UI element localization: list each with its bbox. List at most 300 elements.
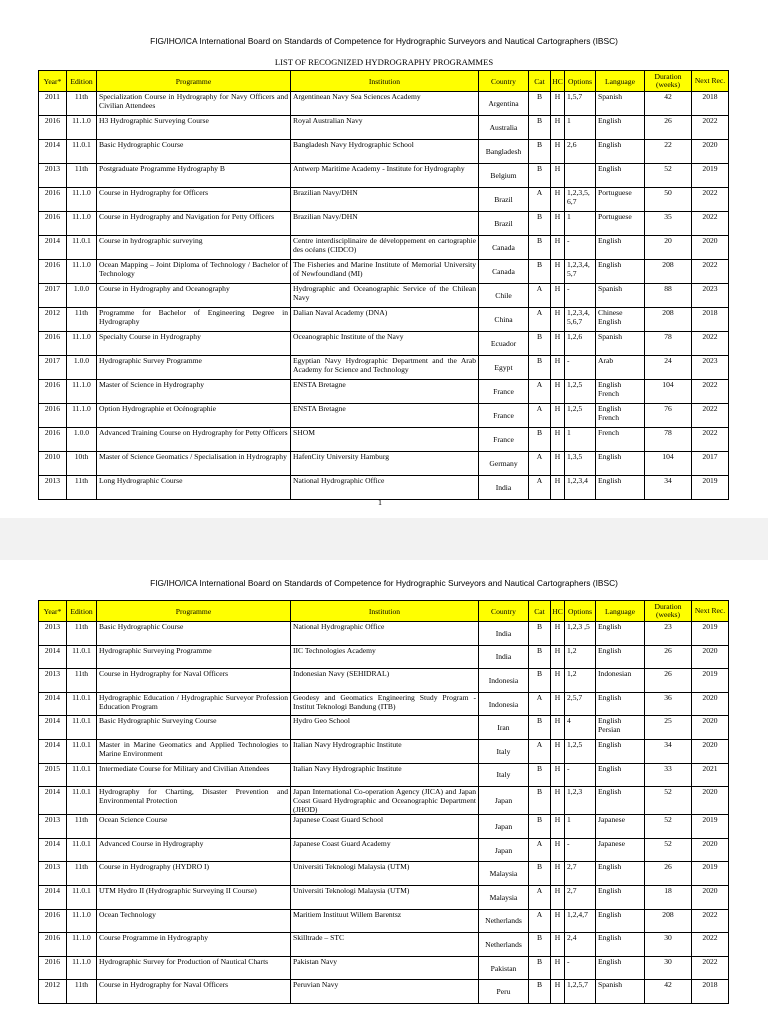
cell-language: English — [596, 956, 645, 980]
cell-country: Brazil — [479, 212, 529, 236]
cell-duration: 33 — [645, 763, 692, 787]
cell-options: 1,2,5 — [565, 380, 596, 404]
cell-hc: H — [551, 980, 565, 1004]
cell-language: Indonesian — [596, 669, 645, 693]
col-year: Year* — [39, 71, 67, 92]
cell-duration: 52 — [645, 787, 692, 815]
cell-options: - — [565, 763, 596, 787]
table-row — [39, 92, 729, 116]
cell-programme: Master of Science in Hydrography — [97, 380, 291, 404]
cell-language: Portuguese — [596, 188, 645, 212]
cell-institution: Dalian Naval Academy (DNA) — [291, 308, 479, 332]
table-row — [39, 622, 729, 646]
cell-hc: H — [551, 380, 565, 404]
cell-duration: 88 — [645, 284, 692, 308]
cell-country: France — [479, 380, 529, 404]
cell-duration: 208 — [645, 308, 692, 332]
cell-edition: 11.1.0 — [67, 404, 97, 428]
cell-language: English — [596, 164, 645, 188]
cell-duration: 208 — [645, 260, 692, 284]
cell-cat: B — [529, 956, 551, 980]
cell-year: 2016 — [39, 909, 67, 933]
cell-country: Italy — [479, 763, 529, 787]
cell-next-rec: 2022 — [692, 956, 729, 980]
cell-language: English Persian — [596, 716, 645, 740]
cell-edition: 11.1.0 — [67, 332, 97, 356]
col-options: Options — [565, 601, 596, 622]
cell-edition: 11.0.1 — [67, 838, 97, 862]
cell-programme: Specialization Course in Hydrography for Navy Officers and Civilian Attendees — [97, 92, 291, 116]
cell-next-rec: 2018 — [692, 308, 729, 332]
cell-programme: Course in Hydrography and Oceanography — [97, 284, 291, 308]
cell-year: 2010 — [39, 452, 67, 476]
cell-programme: Basic Hydrographic Surveying Course — [97, 716, 291, 740]
cell-institution: Egyptian Navy Hydrographic Department and the Arab Academy for Science and Technology — [291, 356, 479, 380]
cell-programme: Hydrographic Surveying Programme — [97, 645, 291, 669]
cell-institution: Italian Navy Hydrographic Institute — [291, 739, 479, 763]
table-row — [39, 956, 729, 980]
cell-next-rec: 2019 — [692, 164, 729, 188]
cell-year: 2014 — [39, 838, 67, 862]
cell-hc: H — [551, 909, 565, 933]
cell-country: Japan — [479, 787, 529, 815]
cell-institution: Centre interdisciplinaire de développement en cartographie des océans (CIDCO) — [291, 236, 479, 260]
cell-options: 1,2,5,7 — [565, 980, 596, 1004]
cell-institution: Peruvian Navy — [291, 980, 479, 1004]
cell-institution: SHOM — [291, 428, 479, 452]
cell-next-rec: 2022 — [692, 909, 729, 933]
cell-institution: Bangladesh Navy Hydrographic School — [291, 140, 479, 164]
table-header-row — [39, 71, 729, 92]
cell-duration: 26 — [645, 669, 692, 693]
cell-programme: Programme for Bachelor of Engineering Degree in Hydrography — [97, 308, 291, 332]
cell-edition: 11.0.1 — [67, 787, 97, 815]
cell-edition: 11.1.0 — [67, 909, 97, 933]
cell-country: Malaysia — [479, 885, 529, 909]
cell-year: 2012 — [39, 308, 67, 332]
cell-edition: 11th — [67, 815, 97, 839]
cell-hc: H — [551, 838, 565, 862]
table-row — [39, 787, 729, 815]
cell-options: 1,2,4,7 — [565, 909, 596, 933]
cell-country: Bangladesh — [479, 140, 529, 164]
cell-cat: B — [529, 622, 551, 646]
cell-programme: Ocean Mapping – Joint Diploma of Technology / Bachelor of Technology — [97, 260, 291, 284]
cell-institution: Italian Navy Hydrographic Institute — [291, 763, 479, 787]
cell-programme: Hydrographic Survey Programme — [97, 356, 291, 380]
cell-year: 2016 — [39, 116, 67, 140]
cell-next-rec: 2020 — [692, 787, 729, 815]
cell-cat: B — [529, 862, 551, 886]
cell-options: - — [565, 284, 596, 308]
cell-options: 1,2,5 — [565, 739, 596, 763]
cell-edition: 11.0.1 — [67, 885, 97, 909]
cell-hc: H — [551, 763, 565, 787]
cell-cat: B — [529, 645, 551, 669]
table-row — [39, 308, 729, 332]
cell-programme: Basic Hydrographic Course — [97, 140, 291, 164]
col-year: Year* — [39, 601, 67, 622]
cell-duration: 104 — [645, 380, 692, 404]
cell-country: Iran — [479, 716, 529, 740]
table-row — [39, 739, 729, 763]
cell-options: 1,2,3,4, 5,7 — [565, 260, 596, 284]
cell-hc: H — [551, 308, 565, 332]
cell-options: 2,7 — [565, 885, 596, 909]
cell-cat: B — [529, 787, 551, 815]
cell-options: 1 — [565, 428, 596, 452]
cell-next-rec: 2018 — [692, 980, 729, 1004]
cell-duration: 25 — [645, 716, 692, 740]
cell-language: English — [596, 622, 645, 646]
cell-language: English — [596, 140, 645, 164]
cell-hc: H — [551, 622, 565, 646]
cell-year: 2013 — [39, 622, 67, 646]
cell-language: English — [596, 236, 645, 260]
cell-country: Canada — [479, 236, 529, 260]
cell-next-rec: 2019 — [692, 862, 729, 886]
cell-language: English — [596, 116, 645, 140]
cell-language: English French — [596, 404, 645, 428]
cell-institution: Royal Australian Navy — [291, 116, 479, 140]
cell-options: 1,2,3,4 — [565, 476, 596, 500]
cell-cat: A — [529, 476, 551, 500]
cell-year: 2016 — [39, 188, 67, 212]
cell-programme: Master in Marine Geomatics and Applied Technologies to Marine Environment — [97, 739, 291, 763]
cell-edition: 11.1.0 — [67, 933, 97, 957]
cell-year: 2016 — [39, 212, 67, 236]
cell-duration: 52 — [645, 815, 692, 839]
cell-country: Ecuador — [479, 332, 529, 356]
cell-options: 1,2 — [565, 669, 596, 693]
cell-edition: 11.1.0 — [67, 380, 97, 404]
cell-edition: 11th — [67, 622, 97, 646]
table-row — [39, 236, 729, 260]
cell-hc: H — [551, 428, 565, 452]
cell-programme: Basic Hydrographic Course — [97, 622, 291, 646]
cell-edition: 11th — [67, 669, 97, 693]
table-row — [39, 164, 729, 188]
cell-hc: H — [551, 476, 565, 500]
cell-duration: 34 — [645, 476, 692, 500]
cell-language: English — [596, 260, 645, 284]
table-row — [39, 815, 729, 839]
col-country: Country — [479, 601, 529, 622]
cell-programme: Intermediate Course for Military and Civilian Attendees — [97, 763, 291, 787]
cell-options: 2,6 — [565, 140, 596, 164]
cell-country: India — [479, 476, 529, 500]
cell-cat: B — [529, 236, 551, 260]
cell-edition: 11.1.0 — [67, 188, 97, 212]
cell-year: 2016 — [39, 332, 67, 356]
cell-hc: H — [551, 284, 565, 308]
table-row — [39, 933, 729, 957]
cell-year: 2016 — [39, 956, 67, 980]
cell-edition: 10th — [67, 452, 97, 476]
cell-duration: 30 — [645, 956, 692, 980]
cell-programme: Specialty Course in Hydrography — [97, 332, 291, 356]
col-edition: Edition — [67, 71, 97, 92]
page-2 — [0, 560, 768, 1024]
cell-institution: Japan International Co-operation Agency (JICA) and Japan Coast Guard Hydrographic and Oceanographic Department (JHOD) — [291, 787, 479, 815]
cell-cat: B — [529, 428, 551, 452]
cell-hc: H — [551, 862, 565, 886]
cell-programme: Long Hydrographic Course — [97, 476, 291, 500]
cell-programme: Option Hydrographie et Océnographie — [97, 404, 291, 428]
col-language: Language — [596, 71, 645, 92]
cell-language: Japanese — [596, 815, 645, 839]
cell-programme: Ocean Technology — [97, 909, 291, 933]
cell-hc: H — [551, 956, 565, 980]
cell-programme: Hydrographic Survey for Production of Nautical Charts — [97, 956, 291, 980]
cell-programme: Course in hydrographic surveying — [97, 236, 291, 260]
table-row — [39, 212, 729, 236]
cell-edition: 11.0.1 — [67, 692, 97, 716]
cell-year: 2014 — [39, 236, 67, 260]
cell-cat: A — [529, 692, 551, 716]
cell-hc: H — [551, 140, 565, 164]
programmes-table-page-2 — [38, 600, 729, 1004]
cell-cat: A — [529, 885, 551, 909]
cell-language: Japanese — [596, 838, 645, 862]
cell-year: 2014 — [39, 787, 67, 815]
cell-options: - — [565, 236, 596, 260]
cell-language: English — [596, 739, 645, 763]
cell-options: 1,2,3 — [565, 787, 596, 815]
cell-language: English — [596, 787, 645, 815]
cell-cat: B — [529, 140, 551, 164]
cell-edition: 1.0.0 — [67, 356, 97, 380]
cell-options: 1 — [565, 815, 596, 839]
cell-country: Pakistan — [479, 956, 529, 980]
cell-hc: H — [551, 787, 565, 815]
cell-language: Spanish — [596, 284, 645, 308]
col-next-rec: Next Rec. — [692, 601, 729, 622]
cell-duration: 34 — [645, 739, 692, 763]
cell-year: 2016 — [39, 404, 67, 428]
cell-hc: H — [551, 404, 565, 428]
cell-cat: B — [529, 815, 551, 839]
cell-institution: The Fisheries and Marine Institute of Memorial University of Newfoundland (MI) — [291, 260, 479, 284]
cell-hc: H — [551, 236, 565, 260]
cell-edition: 11.1.0 — [67, 956, 97, 980]
cell-duration: 50 — [645, 188, 692, 212]
cell-programme: Advanced Course in Hydrography — [97, 838, 291, 862]
cell-year: 2014 — [39, 716, 67, 740]
cell-edition: 11.0.1 — [67, 140, 97, 164]
cell-institution: Argentinean Navy Sea Sciences Academy — [291, 92, 479, 116]
cell-country: Egypt — [479, 356, 529, 380]
page-2-header: FIG/IHO/ICA International Board on Standards of Competence for Hydrographic Surveyors and Nautical Cartographers (IBSC) — [150, 578, 618, 588]
cell-edition: 11.0.1 — [67, 645, 97, 669]
cell-year: 2016 — [39, 933, 67, 957]
col-cat: Cat — [529, 71, 551, 92]
cell-options: 1,2,3 ,5 — [565, 622, 596, 646]
cell-edition: 11th — [67, 862, 97, 886]
cell-duration: 52 — [645, 838, 692, 862]
cell-options: 2,4 — [565, 933, 596, 957]
cell-year: 2013 — [39, 862, 67, 886]
cell-programme: Ocean Science Course — [97, 815, 291, 839]
cell-edition: 11.0.1 — [67, 739, 97, 763]
cell-programme: Course in Hydrography (HYDRO I) — [97, 862, 291, 886]
cell-programme: Course Programme in Hydrography — [97, 933, 291, 957]
cell-edition: 1.0.0 — [67, 428, 97, 452]
cell-next-rec: 2023 — [692, 284, 729, 308]
cell-language: Chinese English — [596, 308, 645, 332]
cell-country: Japan — [479, 838, 529, 862]
cell-programme: Advanced Training Course on Hydrography for Petty Officers — [97, 428, 291, 452]
cell-cat: B — [529, 933, 551, 957]
col-cat: Cat — [529, 601, 551, 622]
cell-hc: H — [551, 739, 565, 763]
cell-programme: Course in Hydrography for Naval Officers — [97, 980, 291, 1004]
cell-language: English — [596, 885, 645, 909]
cell-institution: National Hydrographic Office — [291, 476, 479, 500]
cell-cat: B — [529, 763, 551, 787]
cell-options: 1,2,3,5, 6,7 — [565, 188, 596, 212]
cell-institution: Brazilian Navy/DHN — [291, 212, 479, 236]
table-row — [39, 716, 729, 740]
cell-duration: 42 — [645, 980, 692, 1004]
cell-institution: Hydro Geo School — [291, 716, 479, 740]
cell-next-rec: 2020 — [692, 739, 729, 763]
table-row — [39, 669, 729, 693]
cell-options: 1 — [565, 212, 596, 236]
cell-edition: 11th — [67, 164, 97, 188]
cell-cat: A — [529, 284, 551, 308]
table-row — [39, 763, 729, 787]
cell-institution: HafenCity University Hamburg — [291, 452, 479, 476]
table-row — [39, 404, 729, 428]
cell-duration: 208 — [645, 909, 692, 933]
cell-cat: B — [529, 92, 551, 116]
cell-institution: Japanese Coast Guard School — [291, 815, 479, 839]
cell-institution: Universiti Teknologi Malaysia (UTM) — [291, 885, 479, 909]
cell-options: 1 — [565, 116, 596, 140]
col-institution: Institution — [291, 71, 479, 92]
cell-year: 2013 — [39, 164, 67, 188]
cell-cat: A — [529, 308, 551, 332]
col-country: Country — [479, 71, 529, 92]
col-edition: Edition — [67, 601, 97, 622]
cell-cat: A — [529, 739, 551, 763]
cell-hc: H — [551, 692, 565, 716]
page-number: 1 — [378, 498, 382, 507]
cell-institution: ENSTA Bretagne — [291, 404, 479, 428]
cell-language: English — [596, 933, 645, 957]
cell-edition: 11th — [67, 92, 97, 116]
cell-language: English — [596, 452, 645, 476]
cell-edition: 11th — [67, 308, 97, 332]
cell-country: Brazil — [479, 188, 529, 212]
cell-options: 1,3,5 — [565, 452, 596, 476]
cell-next-rec: 2020 — [692, 838, 729, 862]
cell-country: Japan — [479, 815, 529, 839]
cell-programme: Master of Science Geomatics / Specialisation in Hydrography — [97, 452, 291, 476]
table-row — [39, 692, 729, 716]
cell-next-rec: 2022 — [692, 188, 729, 212]
cell-language: English — [596, 645, 645, 669]
cell-country: China — [479, 308, 529, 332]
programmes-table-page-1 — [38, 70, 729, 500]
cell-programme: Hydrography for Charting, Disaster Prevention and Environmental Protection — [97, 787, 291, 815]
cell-cat: B — [529, 980, 551, 1004]
page-gap — [0, 518, 768, 560]
cell-hc: H — [551, 716, 565, 740]
cell-year: 2013 — [39, 815, 67, 839]
cell-country: Belgium — [479, 164, 529, 188]
cell-year: 2011 — [39, 92, 67, 116]
cell-hc: H — [551, 188, 565, 212]
cell-country: France — [479, 428, 529, 452]
cell-language: Spanish — [596, 332, 645, 356]
cell-year: 2016 — [39, 260, 67, 284]
cell-country: Argentina — [479, 92, 529, 116]
cell-institution: Universiti Teknologi Malaysia (UTM) — [291, 862, 479, 886]
cell-language: French — [596, 428, 645, 452]
cell-cat: B — [529, 116, 551, 140]
cell-institution: Geodesy and Geomatics Engineering Study Program - Institut Teknologi Bandung (ITB) — [291, 692, 479, 716]
list-title: LIST OF RECOGNIZED HYDROGRAPHY PROGRAMMES — [274, 57, 494, 67]
cell-cat: A — [529, 188, 551, 212]
cell-next-rec: 2018 — [692, 92, 729, 116]
cell-duration: 78 — [645, 428, 692, 452]
cell-next-rec: 2019 — [692, 669, 729, 693]
cell-year: 2017 — [39, 284, 67, 308]
cell-cat: B — [529, 260, 551, 284]
cell-programme: Hydrographic Education / Hydrographic Surveyor Profession Education Program — [97, 692, 291, 716]
cell-country: India — [479, 645, 529, 669]
table-row — [39, 980, 729, 1004]
cell-next-rec: 2020 — [692, 885, 729, 909]
cell-country: Indonesia — [479, 669, 529, 693]
cell-options: - — [565, 956, 596, 980]
cell-duration: 26 — [645, 645, 692, 669]
cell-institution: ENSTA Bretagne — [291, 380, 479, 404]
cell-hc: H — [551, 332, 565, 356]
cell-duration: 52 — [645, 164, 692, 188]
cell-programme: H3 Hydrographic Surveying Course — [97, 116, 291, 140]
col-duration: Duration (weeks) — [645, 71, 692, 92]
cell-options: 4 — [565, 716, 596, 740]
table-row — [39, 428, 729, 452]
cell-hc: H — [551, 885, 565, 909]
cell-programme: Course in Hydrography for Officers — [97, 188, 291, 212]
cell-next-rec: 2022 — [692, 428, 729, 452]
cell-year: 2016 — [39, 380, 67, 404]
table-row — [39, 332, 729, 356]
cell-institution: Brazilian Navy/DHN — [291, 188, 479, 212]
cell-programme: UTM Hydro II (Hydrographic Surveying II Course) — [97, 885, 291, 909]
cell-year: 2012 — [39, 980, 67, 1004]
cell-cat: A — [529, 452, 551, 476]
cell-institution: Antwerp Maritime Academy - Institute for Hydrography — [291, 164, 479, 188]
cell-duration: 22 — [645, 140, 692, 164]
cell-year: 2013 — [39, 669, 67, 693]
cell-duration: 26 — [645, 116, 692, 140]
table-row — [39, 356, 729, 380]
table-header-row — [39, 601, 729, 622]
cell-country: Australia — [479, 116, 529, 140]
cell-duration: 23 — [645, 622, 692, 646]
cell-language: English — [596, 476, 645, 500]
cell-next-rec: 2019 — [692, 476, 729, 500]
table-body-page-1 — [39, 92, 729, 500]
cell-edition: 11.0.1 — [67, 236, 97, 260]
col-hc: HC — [551, 71, 565, 92]
table-row — [39, 885, 729, 909]
